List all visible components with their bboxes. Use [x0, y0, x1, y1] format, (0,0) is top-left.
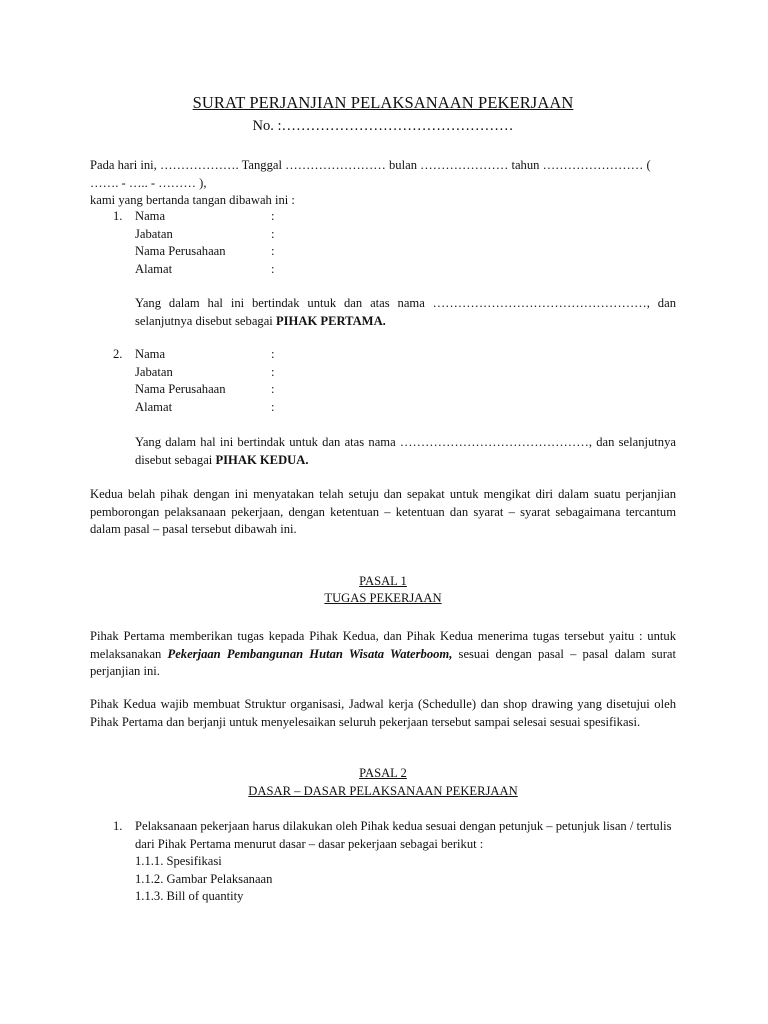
list-item: 1.1.1. Spesifikasi [135, 854, 222, 868]
opening-paragraph [90, 157, 676, 210]
project-name: Pekerjaan Pembangunan Hutan Wisata Waterboom, [167, 646, 453, 661]
party1-field-perusahaan: Nama Perusahaan : [135, 244, 275, 258]
opening-line-2: kami yang bertanda tangan dibawah ini : [90, 193, 295, 207]
pasal1-heading: PASAL 1 [359, 574, 407, 588]
party2-designation: PIHAK KEDUA. [215, 452, 309, 467]
pasal2-subheading: DASAR – DASAR PELAKSANAAN PEKERJAAN [248, 784, 518, 798]
pasal1-paragraph-1: Pihak Pertama memberikan tugas kepada Pihak Kedua, dan Pihak Kedua menerima tugas tersebut yaitu : untuk melaksanakan Pekerjaan Pembangunan Hutan Wisata Waterboom, sesuai dengan pasal – pasal dalam surat perjanjian ini. [90, 629, 676, 678]
party1-field-alamat: Alamat : [135, 261, 275, 276]
pasal2-heading: PASAL 2 [359, 766, 407, 780]
pasal2-item-text: Pelaksanaan pekerjaan harus dilakukan oleh Pihak kedua sesuai dengan petunjuk – petunjuk lisan / tertulis dari Pihak Pertama menurut dasar – dasar pekerjaan sebagai berikut : [135, 819, 672, 851]
opening-line-1: Pada hari ini, ………………. Tanggal …………………… bulan ………………… tahun …………………… ( ……. - ….. - ……… ), [90, 158, 651, 190]
document-number: No. :………………………………………… [252, 118, 514, 134]
party1-designation: PIHAK PERTAMA. [275, 313, 386, 328]
party1-number: 1. [113, 209, 123, 223]
party2-number: 2. [113, 347, 123, 361]
party2-field-jabatan: Jabatan : [135, 364, 275, 379]
list-item: 1.1.2. Gambar Pelaksanaan [135, 871, 273, 886]
party1-fields [135, 208, 435, 278]
party2-field-nama: Nama : [135, 347, 275, 361]
pasal2-subitems [135, 853, 676, 906]
list-item: 1.1.3. Bill of quantity [135, 889, 244, 903]
pasal1-paragraph-2: Pihak Kedua wajib membuat Struktur organisasi, Jadwal kerja (Schedulle) dan shop drawing yang disetujui oleh Pihak Pertama dan berjanji untuk menyelesaikan seluruh pekerjaan tersebut sampai selesai sesuai spesifikasi. [90, 697, 676, 729]
pasal2-item-number: 1. [113, 819, 123, 833]
party1-field-jabatan: Jabatan : [135, 226, 275, 241]
party1-representation: Yang dalam hal ini bertindak untuk dan atas nama ……………………………………………, dan selanjutnya disebut sebagai PIHAK PERTAMA. [135, 296, 676, 328]
party2-field-perusahaan: Nama Perusahaan : [135, 382, 275, 396]
party2-representation: Yang dalam hal ini bertindak untuk dan atas nama ………………………………………, dan selanjutnya disebut sebagai PIHAK KEDUA. [135, 435, 676, 467]
document-title: SURAT PERJANJIAN PELAKSANAAN PEKERJAAN [192, 93, 574, 112]
pasal1-subheading: TUGAS PEKERJAAN [324, 591, 442, 605]
agreement-paragraph: Kedua belah pihak dengan ini menyatakan telah setuju dan sepakat untuk mengikat diri dalam suatu perjanjian pemborongan pelaksanaan pekerjaan, dengan ketentuan – ketentuan dan syarat – syarat sebagaimana tercantum dalam pasal – pasal tersebut dibawah ini. [90, 487, 676, 536]
party1-field-nama: Nama : [135, 209, 275, 223]
party2-field-alamat: Alamat : [135, 399, 275, 414]
party2-fields [135, 346, 435, 416]
